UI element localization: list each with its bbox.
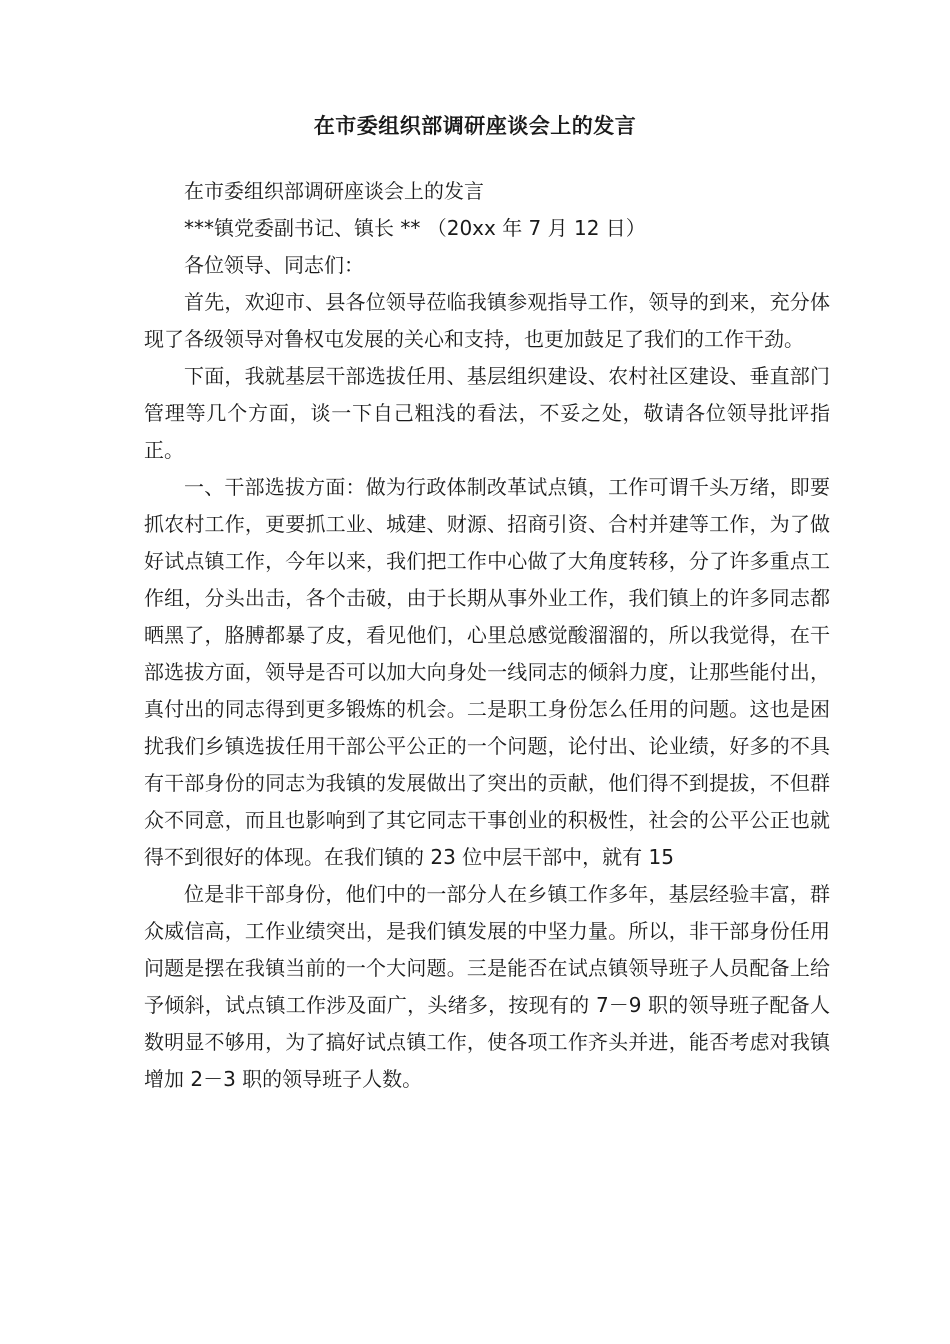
document-title: 在市委组织部调研座谈会上的发言 xyxy=(313,114,637,138)
paragraph-salutation: 各位领导、同志们： xyxy=(184,253,364,277)
paragraph-intro: 下面，我就基层干部选拔任用、基层组织建设、农村社区建设、垂直部门管理等几个方面，谈一下自己粗浅的看法，不妥之处，敬请各位领导批评指正。 xyxy=(144,364,830,462)
paragraph-non-cadre-status: 位是非干部身份，他们中的一部分人在乡镇工作多年，基层经验丰富，群众威信高，工作业绩突出，是我们镇发展的中坚力量。所以，非干部身份任用问题是摆在我镇当前的一个大问题。三是能否在试点镇领导班子人员配备上给予倾斜，试点镇工作涉及面广，头绪多，按现有的 7－9 职的领导班子配备人数明显不够用，为了搞好试点镇工作，使各项工作齐头并进，能否考虑对我镇增加 2－3 职的领导班子人数。 xyxy=(144,882,830,1091)
document-body xyxy=(144,173,830,1098)
paragraph-speaker-date: ***镇党委副书记、镇长 ** （20xx 年 7 月 12 日） xyxy=(184,216,646,240)
paragraph-opening: 首先，欢迎市、县各位领导莅临我镇参观指导工作，领导的到来，充分体现了各级领导对鲁权屯发展的关心和支持，也更加鼓足了我们的工作干劲。 xyxy=(144,290,830,351)
paragraph-subtitle: 在市委组织部调研座谈会上的发言 xyxy=(184,179,484,203)
paragraph-cadre-selection: 一、干部选拔方面：做为行政体制改革试点镇，工作可谓千头万绪，即要抓农村工作，更要抓工业、城建、财源、招商引资、合村并建等工作，为了做好试点镇工作，今年以来，我们把工作中心做了大角度转移，分了许多重点工作组，分头出击，各个击破，由于长期从事外业工作，我们镇上的许多同志都晒黑了，胳膊都暴了皮，看见他们，心里总感觉酸溜溜的，所以我觉得，在干部选拔方面，领导是否可以加大向身处一线同志的倾斜力度，让那些能付出，真付出的同志得到更多锻炼的机会。二是职工身份怎么任用的问题。这也是困扰我们乡镇选拔任用干部公平公正的一个问题，论付出、论业绩，好多的不具有干部身份的同志为我镇的发展做出了突出的贡献，他们得不到提拔，不但群众不同意，而且也影响到了其它同志干事创业的积极性，社会的公平公正也就得不到很好的体现。在我们镇的 23 位中层干部中，就有 15 xyxy=(144,475,830,869)
